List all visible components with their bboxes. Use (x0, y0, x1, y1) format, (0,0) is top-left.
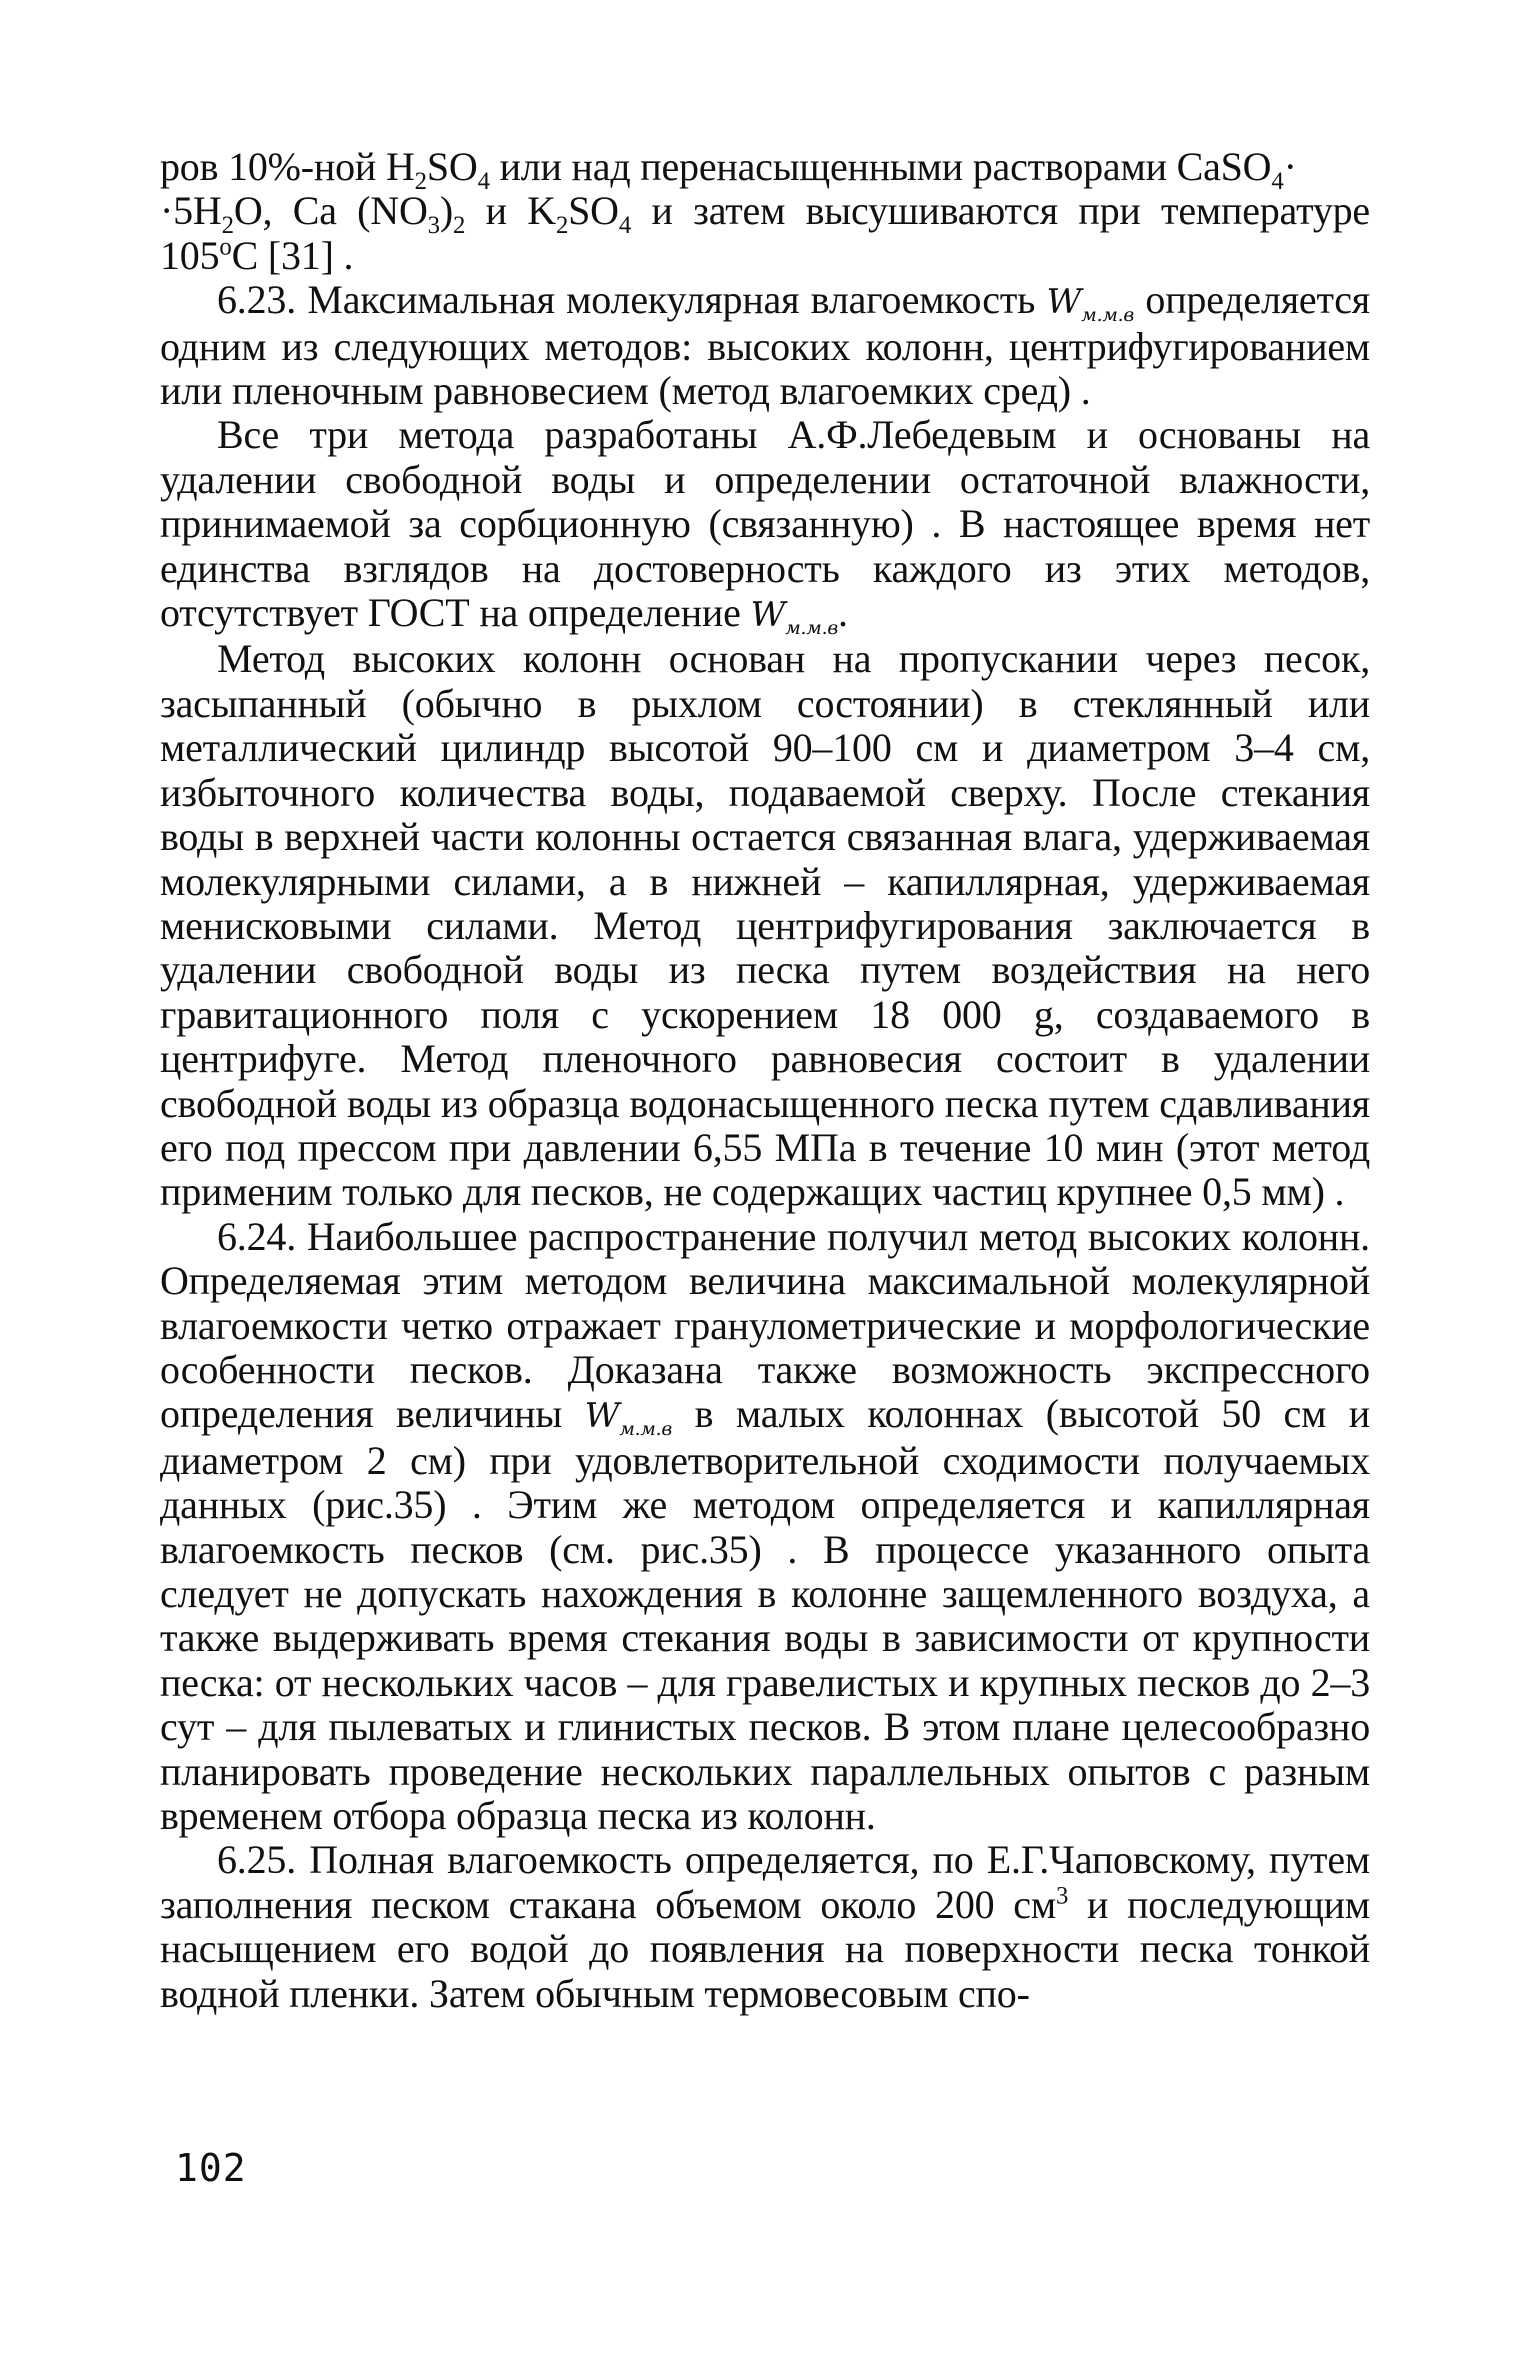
symbol-letter: W (1046, 282, 1082, 323)
text-run: Полная влагоемкость определяется, по Е.Г.Чаповскому, путем заполнения песком стакана объемом около 200 см (160, 1837, 1370, 1927)
text-run: определяется одним из следующих методов: высоких колонн, центрифугированием или пленочным равновесием (метод влагоемких сред) . (160, 277, 1370, 414)
symbol-subscript: м.м.в (785, 617, 838, 639)
subscript: 4 (618, 212, 632, 240)
subscript: 4 (477, 168, 490, 195)
subscript: 2 (414, 168, 427, 195)
text-run: или над перенасыщенными растворами CaSO (489, 144, 1272, 189)
subscript: 2 (221, 212, 234, 240)
section-number: 6.23. (217, 277, 297, 323)
text-run: ров 10%-ной H (160, 144, 415, 189)
text-run: O, Ca (NO (233, 188, 428, 234)
superscript: 3 (1055, 1882, 1069, 1910)
text-run: SO (426, 144, 478, 189)
symbol-w-mmv (584, 1396, 673, 1441)
section-number: 6.25. (217, 1837, 297, 1883)
subscript: 3 (427, 212, 440, 240)
body-text (160, 145, 1370, 2016)
symbol-letter: W (584, 1396, 620, 1437)
text-run: и последующим насыщением его водой до появления на поверхности песка тонкой водной пленки. Затем обычным термовесовым спо- (160, 1881, 1370, 2016)
paragraph-6-24 (160, 1215, 1370, 1839)
subscript: 2 (555, 212, 569, 240)
superscript: o (219, 233, 232, 261)
text-run: ·5H (160, 188, 222, 234)
symbol-w-mmv (1046, 282, 1135, 327)
section-number: 6.24. (217, 1213, 297, 1259)
text-run: · (1283, 144, 1297, 189)
symbol-w-mmv (750, 595, 839, 639)
text-run: и K (465, 188, 556, 234)
symbol-subscript: м.м.в (619, 1419, 673, 1441)
symbol-letter: W (750, 595, 786, 636)
subscript: 4 (1271, 168, 1284, 195)
symbol-subscript: м.м.в (1081, 305, 1135, 327)
text-run: . (838, 590, 848, 636)
text-run: и затем высушиваются при температуре 105 (160, 188, 1370, 278)
paragraph-6-23 (160, 278, 1370, 413)
text-run: Наибольшее распространение получил метод высоких колонн. Определяемая этим методом величина максимальной молекулярной влагоемкости четко отражает гранулометрические и морфологические особенности песков. Доказана также возможность экспрессного определения величины (160, 1213, 1370, 1437)
paragraph-6-25 (160, 1838, 1370, 2016)
text-run: C [31] . (231, 232, 354, 278)
text-run: ) (439, 188, 453, 234)
text-run: в малых колоннах (высотой 50 см и диаметром 2 см) при удовлетворительной сходимости получаемых данных (рис.35) . Этим же методом определяется и капиллярная влагоемкость песков (см. рис.35) . В процессе указанного опыта следует не допускать нахождения в колонне защемленного воздуха, а также выдерживать время стекания воды в зависимости от крупности песка: от нескольких часов – для гравелистых и крупных песков до 2–3 сут – для пылеватых и глинистых песков. В этом плане целесообразно планировать проведение нескольких параллельных опытов с разным временем отбора образца песка из колонн. (160, 1391, 1370, 1839)
page-number: 102 (175, 2146, 247, 2190)
text-run: Все три метода разработаны А.Ф.Лебедевым и основаны на удалении свободной воды и определении остаточной влажности, принимаемой за сорбционную (связанную) . В настоящее время нет единства взглядов на достоверность каждого из этих методов, отсутствует ГОСТ на определение (160, 412, 1370, 636)
text-run: SO (568, 188, 619, 234)
paragraph-high-columns: Метод высоких колонн основан на пропускании через песок, засыпанный (обычно в рыхлом состоянии) в стеклянный или металлический цилиндр высотой 90–100 см и диаметром 3–4 см, избыточного количества воды, подаваемой сверху. После стекания воды в верхней части колонны остается связанная влага, удерживаемая молекулярными силами, а в нижней – капиллярная, удерживаемая менисковыми силами. Метод центрифугирования заключается в удалении свободной воды из песка путем воздействия на него гравитационного поля с ускорением 18 000 g, создаваемого в центрифуге. Метод пленочного равновесия состоит в удалении свободной воды из образца водонасыщенного песка путем сдавливания его под прессом при давлении 6,55 МПа в течение 10 мин (этот метод применим только для песков, не содержащих частиц крупнее 0,5 мм) . (160, 636, 1370, 1215)
text-run: Максимальная молекулярная влагоемкость (296, 277, 1047, 323)
subscript: 2 (453, 212, 466, 240)
paragraph-continuation (160, 145, 1370, 278)
paragraph-methods (160, 413, 1370, 637)
